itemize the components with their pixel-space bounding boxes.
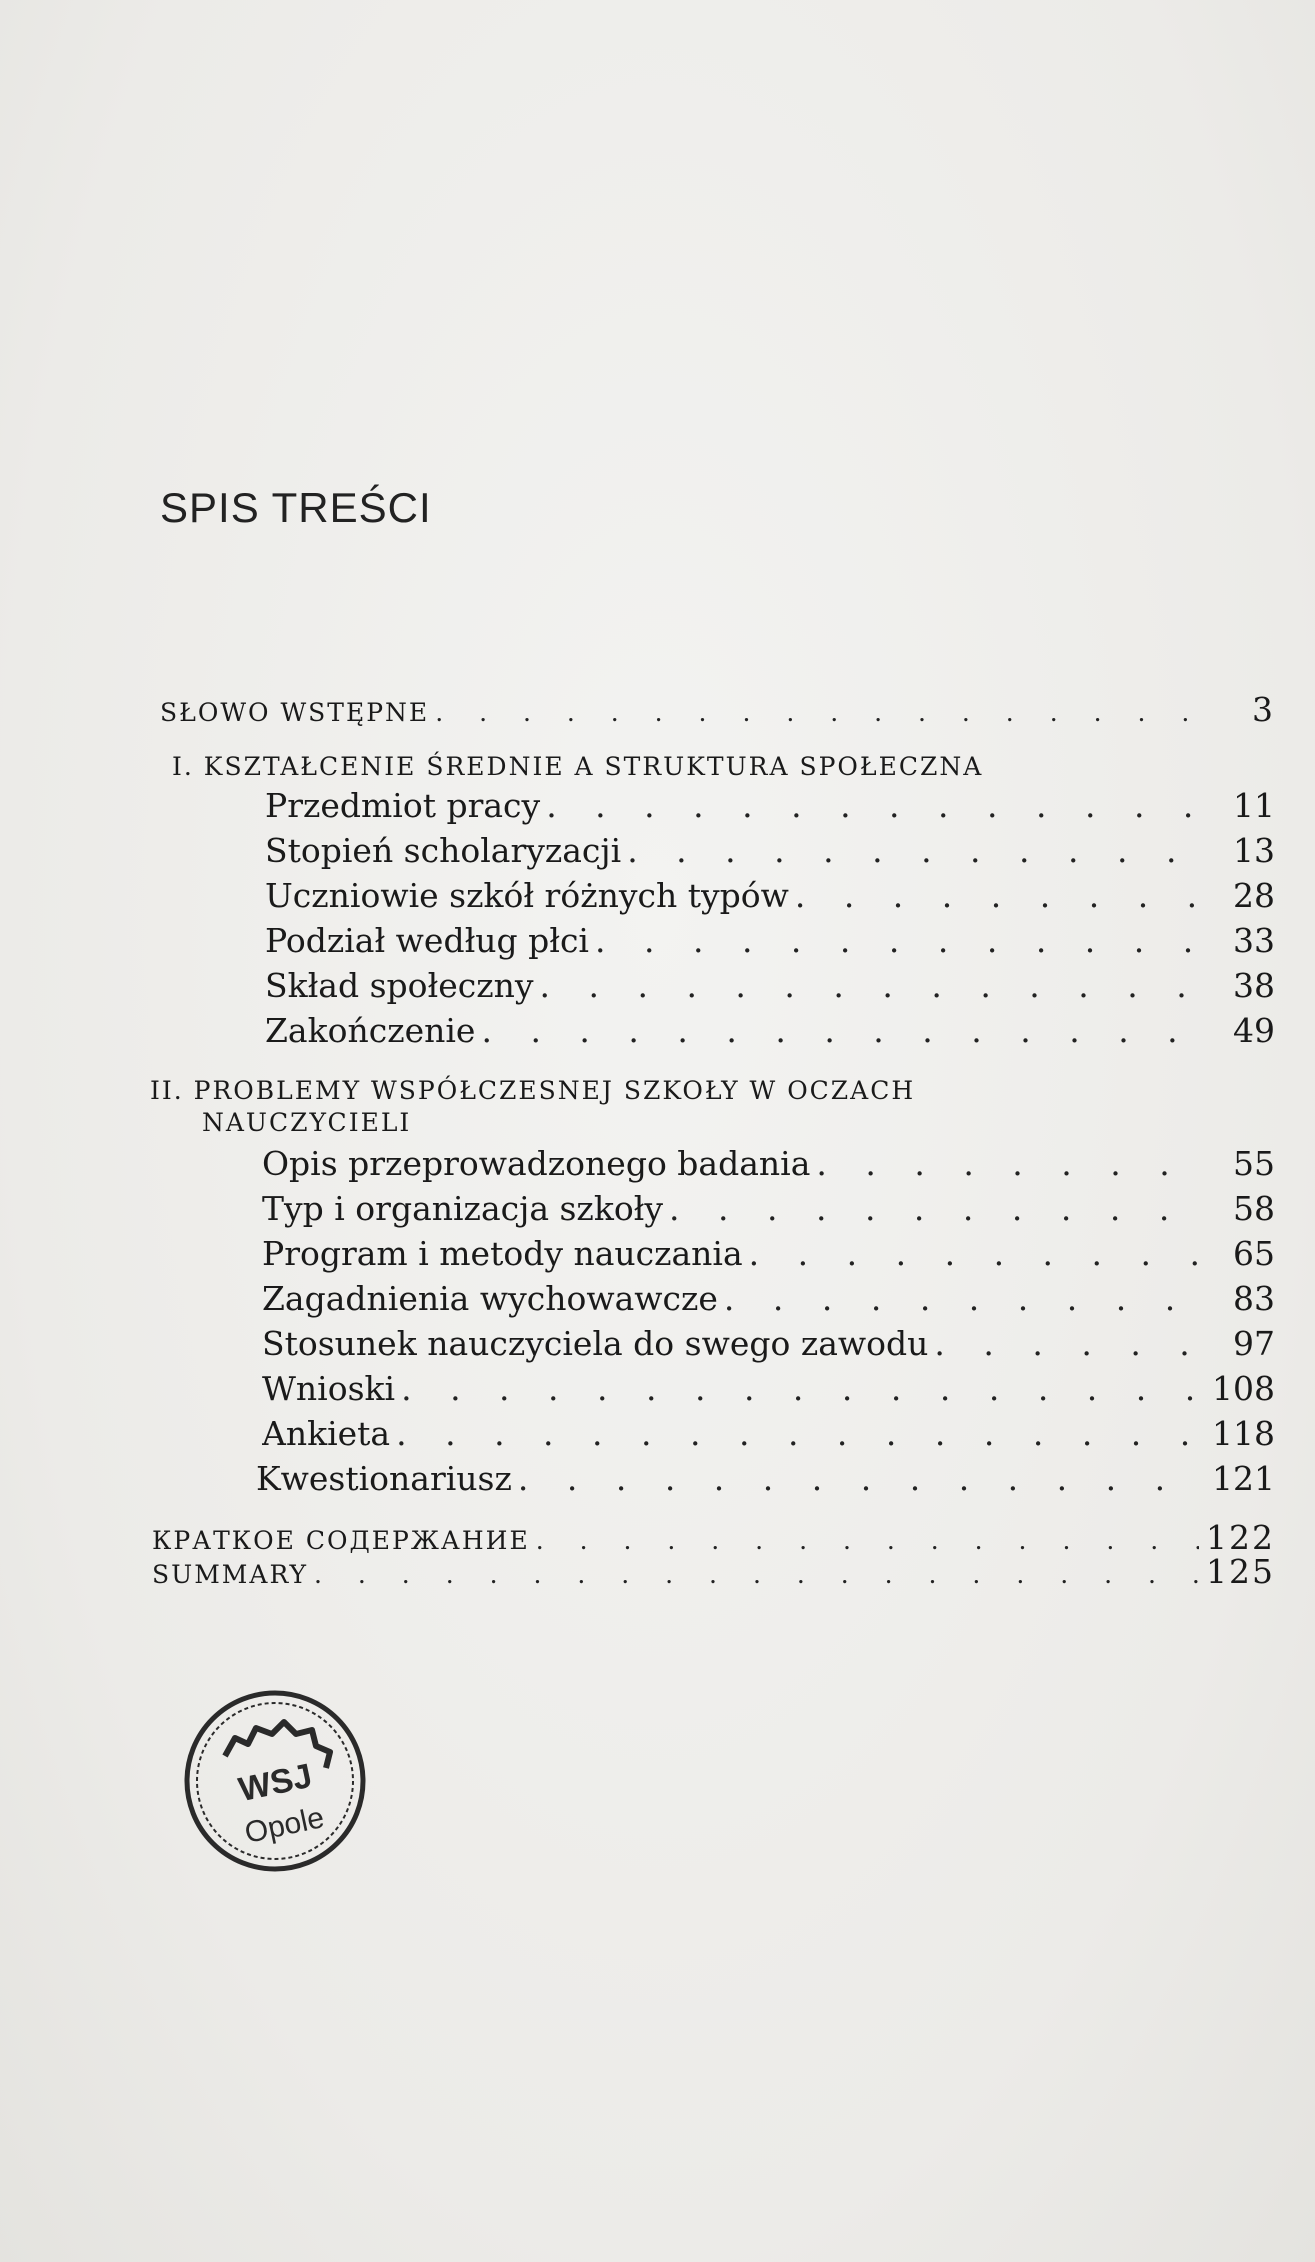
stamp-text-wsj: WSJ (235, 1756, 316, 1810)
toc-entry-preface (160, 690, 1275, 734)
toc-entry (262, 1189, 1275, 1233)
leader-dots (934, 1324, 1199, 1363)
leader-dots (518, 1459, 1199, 1498)
toc-entry-label: Typ i organizacja szkoły (262, 1189, 664, 1228)
toc-entry (262, 1414, 1275, 1458)
leader-dots (595, 921, 1199, 960)
toc-entry-label: Program i metody nauczania (262, 1234, 743, 1273)
toc-entry-label: SŁOWO WSTĘPNE (160, 698, 430, 727)
leader-dots (749, 1234, 1199, 1273)
leader-dots (540, 966, 1199, 1005)
toc-entry-label: Podział według płci (265, 921, 589, 960)
library-stamp (180, 1686, 370, 1876)
toc-entry-label: Uczniowie szkół różnych typów (265, 876, 789, 915)
toc-entry (262, 1234, 1275, 1278)
toc-entry-label: Przedmiot pracy (265, 786, 541, 825)
toc-entry (265, 966, 1275, 1010)
toc-page-number: 49 (1233, 1011, 1275, 1050)
leader-dots (627, 831, 1199, 870)
toc-entry-label: Wnioski (262, 1369, 396, 1408)
toc-page-number: 38 (1233, 966, 1275, 1005)
chapter-heading: I. KSZTAŁCENIE ŚREDNIE A STRUKTURA SPOŁECZNA (172, 752, 984, 781)
leader-dots (401, 1369, 1199, 1408)
toc-entry-label: Stosunek nauczyciela do swego zawodu (262, 1324, 929, 1363)
toc-entry-label: Stopień scholaryzacji (265, 831, 622, 870)
leader-dots (546, 786, 1199, 825)
toc-entry-label: Zagadnienia wychowawcze (262, 1279, 718, 1318)
toc-page-number: 65 (1233, 1234, 1275, 1273)
toc-page-number: 13 (1233, 831, 1275, 870)
toc-entry-label: Kwestionariusz (256, 1459, 512, 1498)
chapter-heading: II. PROBLEMY WSPÓŁCZESNEJ SZKOŁY W OCZACH (150, 1076, 916, 1105)
chapter-heading-continuation: NAUCZYCIELI (202, 1108, 412, 1137)
toc-page-number: 33 (1233, 921, 1275, 960)
leader-dots (396, 1414, 1199, 1453)
toc-page-number: 28 (1233, 876, 1275, 915)
toc-page-number: 121 (1212, 1459, 1275, 1498)
leader-dots (536, 1526, 1199, 1555)
leader-dots (481, 1011, 1199, 1050)
leader-dots (669, 1189, 1199, 1228)
toc-entry-label: SUMMARY (152, 1560, 309, 1589)
toc-page-number: 83 (1233, 1279, 1275, 1318)
toc-page-number: 3 (1252, 690, 1275, 729)
toc-entry (256, 1459, 1275, 1503)
toc-page-number: 11 (1233, 786, 1275, 825)
leader-dots (314, 1560, 1199, 1589)
toc-page-number: 58 (1233, 1189, 1275, 1228)
toc-entry (262, 1369, 1275, 1413)
page-title: SPIS TREŚCI (160, 484, 432, 531)
toc-entry (265, 921, 1275, 965)
toc-entry (265, 786, 1275, 830)
leader-dots (724, 1279, 1199, 1318)
toc-page-number: 125 (1206, 1552, 1275, 1591)
toc-entry (262, 1144, 1275, 1188)
leader-dots (795, 876, 1199, 915)
toc-entry-label: Ankieta (262, 1414, 391, 1453)
leader-dots (816, 1144, 1199, 1183)
toc-entry (262, 1279, 1275, 1323)
toc-page-number: 55 (1233, 1144, 1275, 1183)
toc-entry-label: КРАТКОЕ СОДЕРЖАНИЕ (152, 1526, 530, 1555)
toc-page-number: 118 (1212, 1414, 1275, 1453)
toc-entry (265, 1011, 1275, 1055)
toc-entry (265, 831, 1275, 875)
stamp-text-opole: Opole (241, 1801, 328, 1850)
toc-page-number: 108 (1212, 1369, 1275, 1408)
toc-page-number: 97 (1233, 1324, 1275, 1363)
leader-dots (435, 698, 1199, 727)
toc-entry (265, 876, 1275, 920)
toc-page-number: 122 (1206, 1518, 1275, 1557)
toc-entry-label: Zakończenie (265, 1011, 476, 1050)
toc-entry-label: Skład społeczny (265, 966, 534, 1005)
toc-entry (262, 1324, 1275, 1368)
toc-entry-label: Opis przeprowadzonego badania (262, 1144, 811, 1183)
toc-entry-summary (152, 1552, 1275, 1596)
